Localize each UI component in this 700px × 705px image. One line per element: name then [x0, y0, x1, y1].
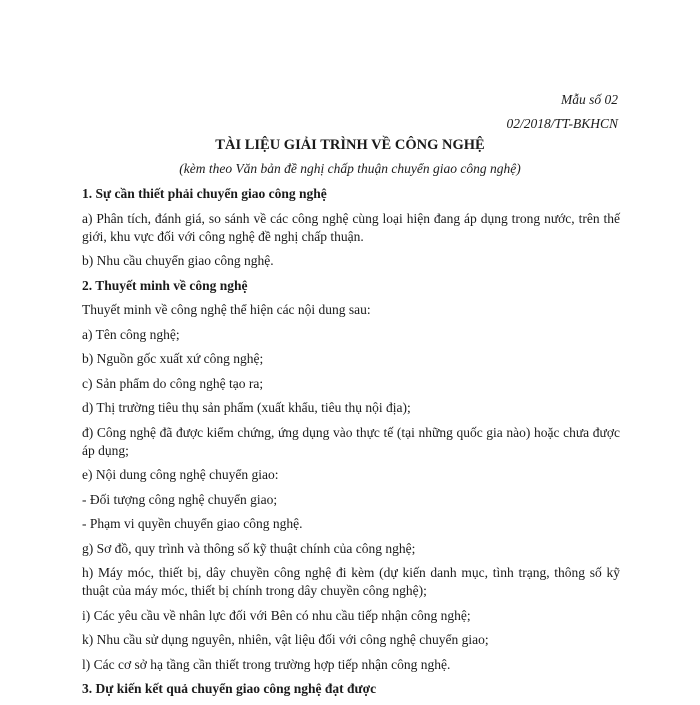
- section-2-item-e: e) Nội dung công nghệ chuyển giao:: [82, 467, 279, 482]
- section-2-item-b: b) Nguồn gốc xuất xứ công nghệ;: [82, 351, 264, 366]
- section-2-item-e-sub-2: - Phạm vi quyền chuyển giao công nghệ.: [82, 516, 303, 531]
- section-2-intro: Thuyết minh về công nghệ thể hiện các nội dung sau:: [82, 302, 371, 317]
- section-2-item-g: g) Sơ đồ, quy trình và thông số kỹ thuật chính của công nghệ;: [82, 540, 416, 556]
- document-subtitle: (kèm theo Văn bản đề nghị chấp thuận chuyển giao công nghệ): [179, 161, 521, 176]
- form-number: Mẫu số 02: [561, 92, 618, 107]
- section-2-item-d: d) Thị trường tiêu thụ sản phẩm (xuất khẩu, tiêu thụ nội địa);: [82, 400, 411, 415]
- section-2-item-k: k) Nhu cầu sử dụng nguyên, nhiên, vật liệu đối với công nghệ chuyển giao;: [82, 632, 489, 647]
- section-3-heading: 3. Dự kiến kết quả chuyển giao công nghệ đạt được: [82, 681, 377, 696]
- section-2-item-l: l) Các cơ sở hạ tầng cần thiết trong trường hợp tiếp nhận công nghệ.: [82, 656, 451, 672]
- section-2-heading: 2. Thuyết minh về công nghệ: [82, 277, 248, 293]
- section-1-heading: 1. Sự cần thiết phải chuyển giao công nghệ: [82, 186, 327, 201]
- section-2-item-a: a) Tên công nghệ;: [82, 326, 180, 342]
- section-2-item-i: i) Các yêu cầu về nhân lực đối với Bên có nhu cầu tiếp nhận công nghệ;: [82, 607, 471, 623]
- section-2-item-c: c) Sản phẩm do công nghệ tạo ra;: [82, 375, 264, 391]
- section-2-item-dd: đ) Công nghệ đã được kiểm chứng, ứng dụng vào thực tế (tại những quốc gia nào) hoặc chưa được áp dụng;: [82, 424, 620, 458]
- section-1-item-a: a) Phân tích, đánh giá, so sánh về các công nghệ cùng loại hiện đang áp dụng trong nước, trên thế giới, khu vực đối với công nghệ đề nghị chấp thuận.: [82, 210, 620, 244]
- section-1-item-b: b) Nhu cầu chuyển giao công nghệ.: [82, 253, 274, 268]
- circular-number: 02/2018/TT-BKHCN: [506, 116, 618, 131]
- section-2-item-h: h) Máy móc, thiết bị, dây chuyền công nghệ đi kèm (dự kiến danh mục, tình trạng, thông số kỹ thuật của máy móc, thiết bị chính trong dây chuyền công nghệ);: [82, 565, 620, 598]
- document-body: [82, 185, 620, 705]
- document-title: TÀI LIỆU GIẢI TRÌNH VỀ CÔNG NGHỆ: [215, 137, 485, 153]
- section-2-item-e-sub-1: - Đối tượng công nghệ chuyển giao;: [82, 491, 278, 507]
